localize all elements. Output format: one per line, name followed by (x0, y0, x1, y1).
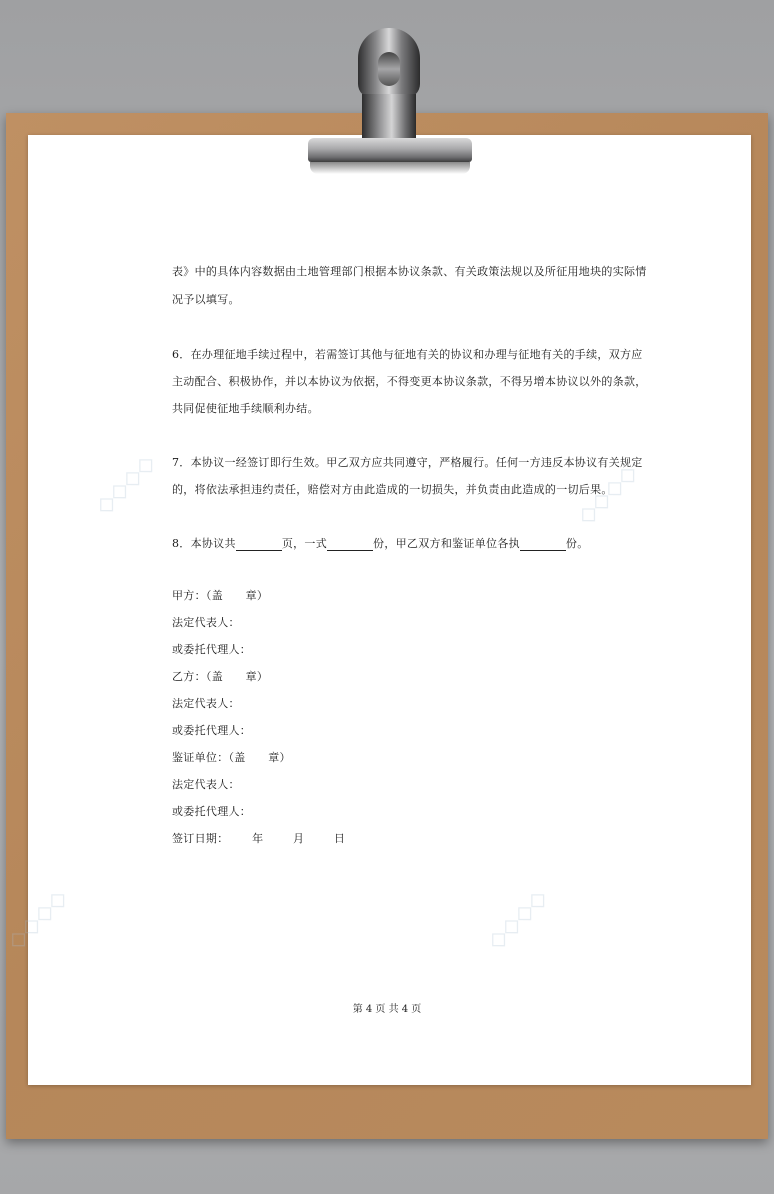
paragraph-6-line: 共同促使征地手续顺利办结。 (172, 402, 319, 415)
paragraph-5-line: 表》中的具体内容数据由土地管理部门根据本协议条款、有关政策法规以及所征用地块的实际情 (172, 265, 647, 278)
sign-date-label: 签订日期： (172, 832, 229, 845)
signature-line: 法定代表人： (172, 697, 240, 710)
signature-line: 法定代表人： (172, 616, 240, 629)
signature-line: 或委托代理人： (172, 805, 252, 818)
sign-date-year: 年 (252, 832, 264, 845)
watermark-decoration: ◇◇◇◇ (570, 457, 643, 531)
copies-blank (327, 539, 373, 551)
paragraph-5-line: 况予以填写。 (172, 293, 240, 306)
binder-clip (300, 24, 480, 184)
clip-ring-hole (378, 52, 400, 86)
clip-neck (362, 94, 416, 142)
each-holds-blank (520, 539, 566, 551)
sign-date (172, 830, 345, 846)
signature-line: 法定代表人： (172, 778, 240, 791)
pages-blank (236, 539, 282, 551)
watermark-decoration: ◇◇◇◇ (480, 882, 553, 956)
paragraph-7-line: 的，将依法承担违约责任，赔偿对方由此造成的一切损失，并负责由此造成的一切后果。 (172, 483, 613, 496)
paragraph-8-text: 页，一式 (281, 537, 328, 550)
paragraph-7-line: 7．本协议一经签订即行生效。甲乙双方应共同遵守，严格履行。任何一方违反本协议有关规定 (172, 456, 643, 469)
signature-line: 或委托代理人： (172, 724, 252, 737)
paragraph-6-line: 主动配合、积极协作，并以本协议为依据，不得变更本协议条款，不得另增本协议以外的条款， (172, 375, 647, 388)
paragraph-8 (172, 535, 589, 551)
sign-date-day: 日 (333, 832, 346, 845)
watermark-decoration: ◇◇◇◇ (0, 882, 73, 956)
paragraph-8-text: 份，甲乙双方和鉴证单位各执 (373, 537, 520, 550)
paragraph-8-text: 8．本协议共 (172, 537, 236, 550)
clip-plate (308, 138, 472, 162)
signature-line: 乙方：（盖 章） (172, 670, 269, 683)
signature-line: 甲方：（盖 章） (172, 589, 269, 602)
paragraph-6-line: 6．在办理征地手续过程中，若需签订其他与征地有关的协议和办理与征地有关的手续，双方应 (172, 348, 643, 361)
paragraph-8-text: 份。 (565, 537, 589, 550)
clip-shadow (310, 162, 470, 174)
signature-line: 或委托代理人： (172, 643, 252, 656)
signature-line: 鉴证单位：（盖 章） (172, 751, 291, 764)
sign-date-month: 月 (293, 832, 305, 845)
watermark-decoration: ◇◇◇◇ (88, 447, 161, 521)
page-footer: 第 4 页 共 4 页 (352, 1004, 422, 1015)
